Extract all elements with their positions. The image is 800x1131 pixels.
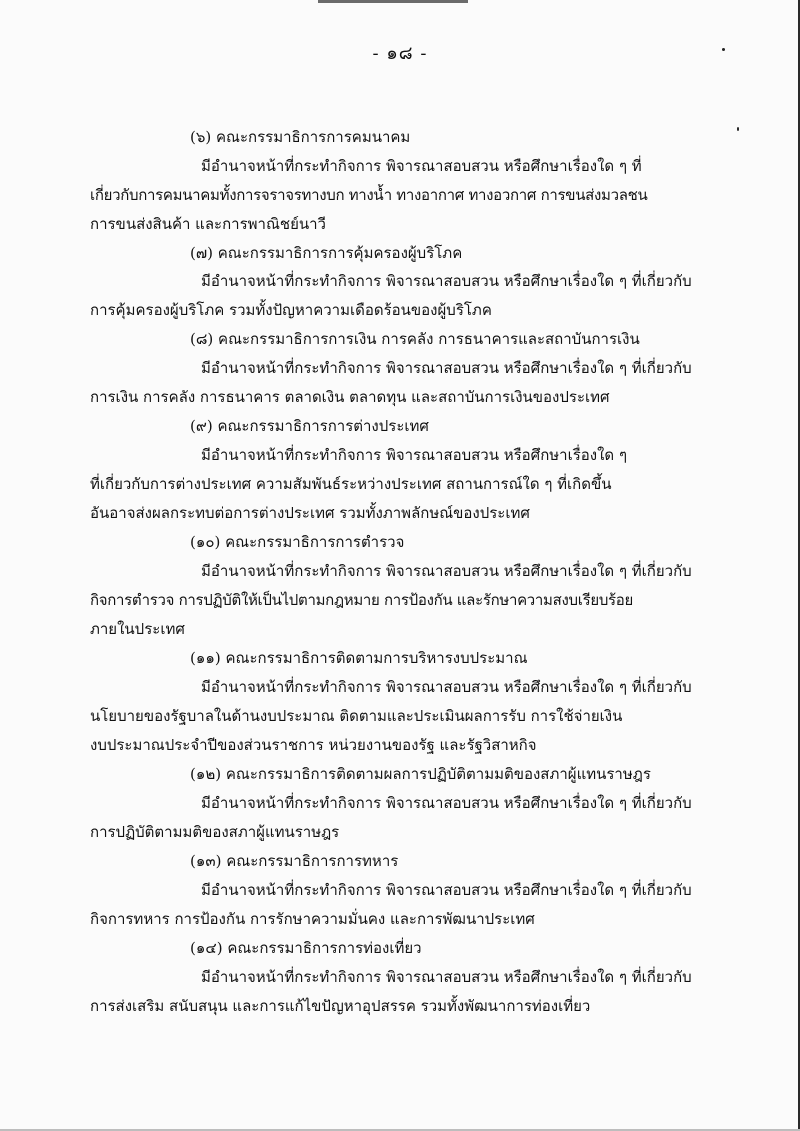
section-text-line: การขนส่งสินค้า และการพาณิชย์นาวี	[90, 215, 326, 233]
section-text-line: อันอาจส่งผลกระทบต่อการต่างประเทศ รวมทั้งภาพลักษณ์ของประเทศ	[90, 504, 530, 522]
section-title: (๙) คณะกรรมาธิการการต่างประเทศ	[190, 417, 429, 435]
section-text-line: มีอำนาจหน้าที่กระทำกิจการ พิจารณาสอบสวน หรือศึกษาเรื่องใด ๆ ที่เกี่ยวกับ	[201, 562, 692, 580]
section-text-line: มีอำนาจหน้าที่กระทำกิจการ พิจารณาสอบสวน หรือศึกษาเรื่องใด ๆ ที่เกี่ยวกับ	[201, 272, 692, 290]
section-text-line: กิจการทหาร การป้องกัน การรักษาความมั่นคง และการพัฒนาประเทศ	[90, 910, 535, 928]
section-title: (๑๔) คณะกรรมาธิการการท่องเที่ยว	[190, 939, 422, 957]
section-text-line: กิจการตำรวจ การปฏิบัติให้เป็นไปตามกฎหมาย การป้องกัน และรักษาความสงบเรียบร้อย	[90, 591, 633, 609]
scan-artifact-top	[318, 0, 468, 3]
section-text-line: มีอำนาจหน้าที่กระทำกิจการ พิจารณาสอบสวน หรือศึกษาเรื่องใด ๆ ที่	[201, 157, 642, 175]
section-title: (๑๒) คณะกรรมาธิการติดตามผลการปฏิบัติตามมติของสภาผู้แทนราษฎร	[190, 765, 651, 783]
section-title: (๖) คณะกรรมาธิการการคมนาคม	[190, 128, 411, 146]
section-text-line: มีอำนาจหน้าที่กระทำกิจการ พิจารณาสอบสวน หรือศึกษาเรื่องใด ๆ ที่เกี่ยวกับ	[201, 968, 692, 986]
section-text-line: ภายในประเทศ	[90, 620, 185, 638]
section-text-line: เกี่ยวกับการคมนาคมทั้งการจราจรทางบก ทางน้ำ ทางอากาศ ทางอวกาศ การขนส่งมวลชน	[90, 186, 648, 204]
section-text-line: ที่เกี่ยวกับการต่างประเทศ ความสัมพันธ์ระหว่างประเทศ สถานการณ์ใด ๆ ที่เกิดขึ้น	[90, 475, 612, 493]
section-text-line: มีอำนาจหน้าที่กระทำกิจการ พิจารณาสอบสวน หรือศึกษาเรื่องใด ๆ	[201, 446, 627, 464]
section-text-line: การเงิน การคลัง การธนาคาร ตลาดเงิน ตลาดทุน และสถาบันการเงินของประเทศ	[90, 388, 610, 406]
section-title: (๑๐) คณะกรรมาธิการการตำรวจ	[190, 533, 405, 551]
section-text-line: มีอำนาจหน้าที่กระทำกิจการ พิจารณาสอบสวน หรือศึกษาเรื่องใด ๆ ที่เกี่ยวกับ	[201, 881, 692, 899]
section-text-line: มีอำนาจหน้าที่กระทำกิจการ พิจารณาสอบสวน หรือศึกษาเรื่องใด ๆ ที่เกี่ยวกับ	[201, 794, 692, 812]
section-title: (๑๓) คณะกรรมาธิการการทหาร	[190, 852, 399, 870]
section-text-line: มีอำนาจหน้าที่กระทำกิจการ พิจารณาสอบสวน หรือศึกษาเรื่องใด ๆ ที่เกี่ยวกับ	[201, 359, 692, 377]
page-number: - ๑๘ -	[372, 43, 428, 64]
section-title: (๑๑) คณะกรรมาธิการติดตามการบริหารงบประมาณ	[190, 649, 528, 667]
section-title: (๘) คณะกรรมาธิการการเงิน การคลัง การธนาคารและสถาบันการเงิน	[190, 330, 640, 348]
section-text-line: การคุ้มครองผู้บริโภค รวมทั้งปัญหาความเดือดร้อนของผู้บริโภค	[90, 301, 492, 319]
section-text-line: นโยบายของรัฐบาลในด้านงบประมาณ ติดตามและประเมินผลการรับ การใช้จ่ายเงิน	[90, 707, 623, 725]
scan-speck	[737, 127, 739, 131]
section-text-line: การปฏิบัติตามมติของสภาผู้แทนราษฎร	[90, 823, 340, 841]
section-text-line: การส่งเสริม สนับสนุน และการแก้ไขปัญหาอุปสรรค รวมทั้งพัฒนาการท่องเที่ยว	[90, 997, 591, 1015]
section-text-line: มีอำนาจหน้าที่กระทำกิจการ พิจารณาสอบสวน หรือศึกษาเรื่องใด ๆ ที่เกี่ยวกับ	[201, 678, 692, 696]
section-text-line: งบประมาณประจำปีของส่วนราชการ หน่วยงานของรัฐ และรัฐวิสาหกิจ	[90, 736, 537, 754]
section-title: (๗) คณะกรรมาธิการการคุ้มครองผู้บริโภค	[190, 244, 463, 262]
